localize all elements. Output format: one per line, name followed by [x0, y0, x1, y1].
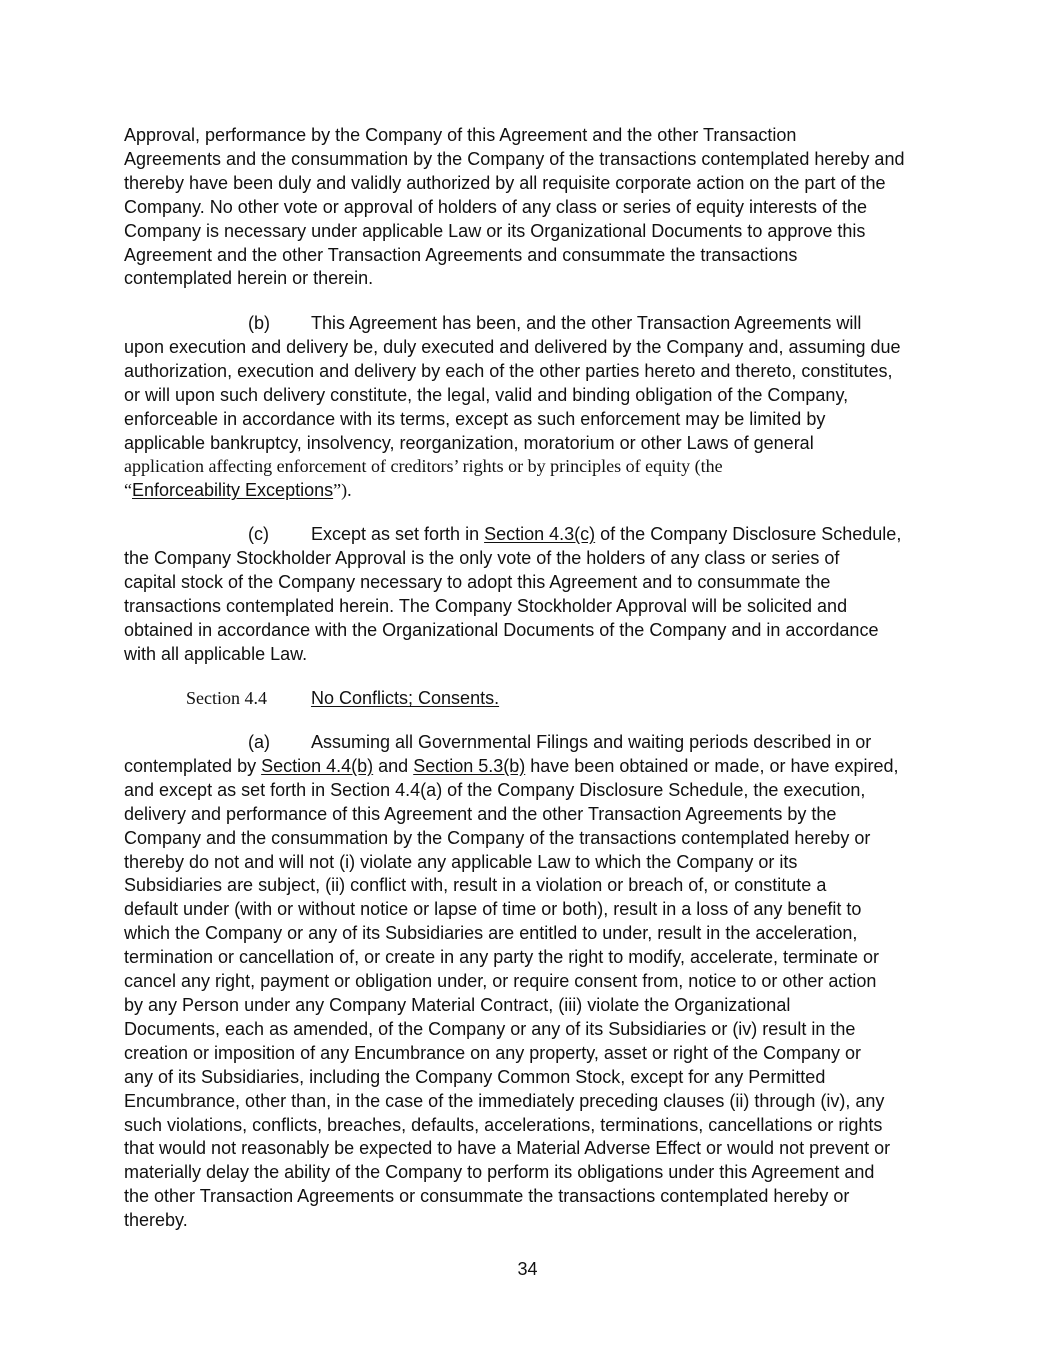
text-line: enforceable in accordance with its terms, except as such enforcement may be limited by [124, 408, 826, 429]
paragraph-c-label: (c) [248, 524, 269, 544]
section-title: No Conflicts; Consents. [311, 688, 500, 708]
text-line: Agreement and the other Transaction Agreements and consummate the transactions [124, 244, 798, 265]
paragraph-a-lead: Assuming all Governmental Filings and waiting periods described in or [311, 732, 872, 752]
text-line: which the Company or any of its Subsidiaries are entitled to under, result in the acceleration, [124, 923, 858, 944]
text-line: thereby. [124, 1210, 188, 1231]
text-line: Company. No other vote or approval of holders of any class or series of equity interests of the [124, 196, 868, 217]
text-line: materially delay the ability of the Company to perform its obligations under this Agreement and [124, 1162, 875, 1183]
text-line: the other Transaction Agreements or consummate the transactions contemplated hereby or [124, 1186, 850, 1207]
text-line: upon execution and delivery be, duly executed and delivered by the Company and, assuming due [124, 336, 901, 357]
paragraph-c-lead-end: of the Company Disclosure Schedule, [595, 524, 902, 544]
text-line: with all applicable Law. [124, 643, 308, 664]
text-line: such violations, conflicts, breaches, defaults, accelerations, terminations, cancellations or rights [124, 1114, 883, 1135]
text-line: Approval, performance by the Company of this Agreement and the other Transaction [124, 125, 797, 145]
text-line: Agreements and the consummation by the Company of the transactions contemplated hereby and [124, 148, 905, 169]
defined-term-line [124, 479, 936, 503]
text-fragment: and [373, 755, 414, 776]
text-line: that would not reasonably be expected to have a Material Adverse Effect or would not prevent or [124, 1138, 891, 1159]
text-line: contemplated herein or therein. [124, 268, 374, 289]
paragraph-b-first-line [124, 312, 936, 336]
text-line: applicable bankruptcy, insolvency, reorganization, moratorium or other Laws of general [124, 432, 814, 453]
text-line-serif: application affecting enforcement of creditors’ rights or by principles of equity (the [124, 456, 723, 477]
paragraph-b-lead: This Agreement has been, and the other Transaction Agreements will [311, 313, 862, 333]
text-line: transactions contemplated herein. The Company Stockholder Approval will be solicited and [124, 595, 848, 616]
paragraph-b-label: (b) [248, 313, 270, 333]
text-line: default under (with or without notice or lapse of time or both), result in a loss of any benefit to [124, 899, 862, 920]
cross-ref-section-4-4-b: Section 4.4(b) [261, 755, 374, 776]
text-line: delivery and performance of this Agreement and the other Transaction Agreements by the [124, 803, 837, 824]
text-line: Subsidiaries are subject, (ii) conflict with, result in a violation or breach of, or constitute a [124, 875, 827, 896]
paragraph-a-label: (a) [248, 732, 270, 752]
text-line: thereby have been duly and validly authorized by all requisite corporate action on the part of the [124, 172, 886, 193]
text-line: capital stock of the Company necessary to adopt this Agreement and to consummate the [124, 571, 831, 592]
section-number: Section 4.4 [186, 688, 267, 708]
text-line: Documents, each as amended, of the Company or any of its Subsidiaries or (iv) result in the [124, 1018, 856, 1039]
close-quote: ”). [333, 480, 352, 501]
page-number: 34 [517, 1259, 538, 1279]
section-heading [186, 686, 499, 710]
text-line: thereby do not and will not (i) violate any applicable Law to which the Company or its [124, 851, 798, 872]
paragraph-b [124, 312, 936, 503]
paragraph-continuation [124, 124, 936, 291]
text-line: cancel any right, payment or obligation under, or require consent from, notice to or other action [124, 971, 877, 992]
cross-ref-section-5-3-b: Section 5.3(b) [413, 755, 526, 776]
paragraph-a-first-line [124, 731, 936, 755]
paragraph-a [124, 731, 936, 1233]
defined-term-enforceability-exceptions: Enforceability Exceptions [132, 480, 334, 501]
text-line: or will upon such delivery constitute, the legal, valid and binding obligation of the Company, [124, 384, 849, 405]
text-fragment: have been obtained or made, or have expired, [525, 755, 899, 776]
text-line: termination or cancellation of, or create in any party the right to modify, accelerate, terminate or [124, 947, 880, 968]
text-line: Company is necessary under applicable Law or its Organizational Documents to approve this [124, 220, 866, 241]
paragraph-c [124, 523, 936, 666]
text-line: Encumbrance, other than, in the case of the immediately preceding clauses (ii) through (iv), any [124, 1090, 885, 1111]
text-line: any of its Subsidiaries, including the Company Common Stock, except for any Permitted [124, 1066, 826, 1087]
text-line: Company and the consummation by the Company of the transactions contemplated hereby or [124, 827, 871, 848]
text-line: obtained in accordance with the Organizational Documents of the Company and in accordance [124, 619, 879, 640]
paragraph-c-lead: Except as set forth in [311, 524, 485, 544]
open-quote: “ [124, 480, 132, 501]
text-line: creation or imposition of any Encumbrance on any property, asset or right of the Company or [124, 1042, 862, 1063]
text-line: by any Person under any Company Material Contract, (iii) violate the Organizational [124, 994, 791, 1015]
text-line: the Company Stockholder Approval is the only vote of the holders of any class or series of [124, 547, 840, 568]
text-fragment: contemplated by [124, 755, 262, 776]
cross-ref-section-4-3-c: Section 4.3(c) [484, 524, 596, 544]
paragraph-c-first-line [124, 523, 936, 547]
text-line: authorization, execution and delivery by each of the other parties hereto and thereto, constitutes, [124, 360, 893, 381]
text-line: and except as set forth in Section 4.4(a) of the Company Disclosure Schedule, the execution, [124, 779, 866, 800]
paragraph-a-second-line [124, 755, 936, 779]
